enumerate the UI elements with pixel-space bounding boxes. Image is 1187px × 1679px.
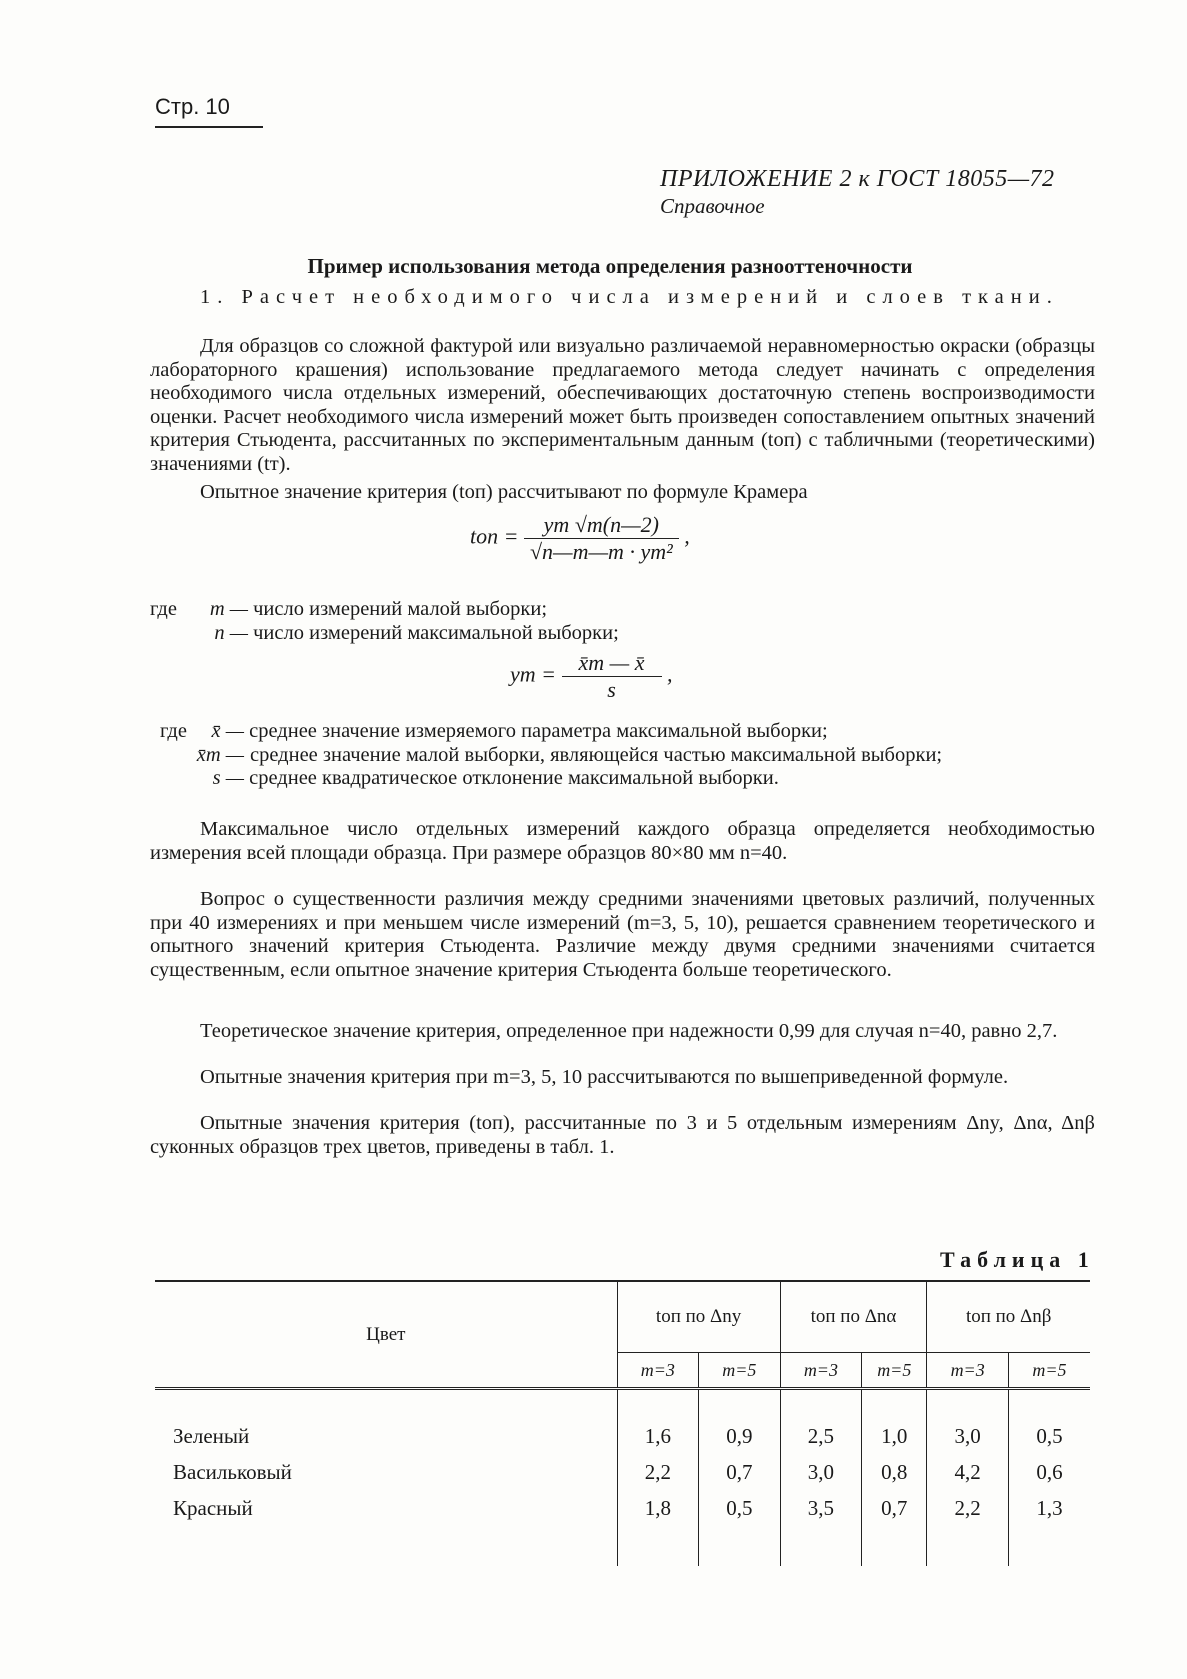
appendix-label: ПРИЛОЖЕНИЕ 2 к ГОСТ 18055—72: [660, 166, 1055, 192]
paragraph-5: Теоретическое значение критерия, определенное при надежности 0,99 для случая n=40, равно 2,7.: [200, 1020, 1058, 1042]
page-number-rule: [155, 126, 263, 128]
formula1-tail: ,: [684, 523, 690, 549]
definitions-1: [150, 598, 619, 645]
paragraph-7: Опытные значения критерия (tоп), рассчитанные по 3 и 5 отдельным измерениям Δny, Δnα, Δnβ суконных образцов трех цветов, приведены в табл. 1.: [150, 1112, 1095, 1158]
formula2-tail: ,: [667, 661, 673, 687]
table-cell: 1,6: [617, 1389, 699, 1455]
table-cell: 0,7: [699, 1454, 781, 1490]
table-cell: 3,0: [927, 1389, 1009, 1455]
section-heading: 1. Расчет необходимого числа измерений и слоев ткани.: [200, 286, 1059, 308]
paragraph-2: Опытное значение критерия (tоп) рассчитывают по формуле Крамера: [200, 481, 808, 503]
table-cell: 1,8: [617, 1490, 699, 1566]
definition-item: s — среднее квадратическое отклонение максимальной выборки.: [212, 767, 779, 789]
formula2-lhs: ym =: [510, 661, 556, 687]
formula1-fraction: [524, 512, 679, 565]
formula1-numerator: ym √m(n—2): [524, 512, 679, 539]
table-cell: 0,5: [699, 1490, 781, 1566]
column-header-color: Цвет: [155, 1281, 617, 1389]
definitions-2: [160, 720, 1095, 791]
formula-kramer: [470, 512, 690, 565]
definition-item: где m — число измерений малой выборки;: [150, 598, 548, 620]
column-subheader: m=5: [699, 1353, 781, 1389]
formula2-denominator: s: [607, 677, 616, 702]
table-cell: 2,5: [780, 1389, 862, 1455]
table-cell: 3,5: [780, 1490, 862, 1566]
row-color-name: Васильковый: [173, 1459, 292, 1484]
table-cell: 0,9: [699, 1389, 781, 1455]
table-cell: 3,0: [780, 1454, 862, 1490]
column-subheader: m=5: [1008, 1353, 1090, 1389]
formula2-numerator: x̄m — x̄: [562, 650, 662, 677]
results-table: [155, 1280, 1090, 1566]
table-cell: 0,8: [862, 1454, 927, 1490]
table-row: [155, 1454, 1090, 1490]
table-caption: Таблица 1: [940, 1247, 1095, 1272]
table-cell: 0,6: [1008, 1454, 1090, 1490]
appendix-type: Справочное: [660, 194, 765, 218]
table-cell: 1,0: [862, 1389, 927, 1455]
table-row: [155, 1490, 1090, 1566]
table-cell: 0,5: [1008, 1389, 1090, 1455]
column-header-group: tоп по Δnα: [780, 1281, 927, 1353]
formula-ym: [510, 650, 673, 703]
table-cell: 2,2: [617, 1454, 699, 1490]
page-title: Пример использования метода определения разнооттеночности: [307, 254, 913, 278]
definition-item: n — число измерений максимальной выборки;: [214, 621, 619, 644]
paragraph-6: Опытные значения критерия при m=3, 5, 10 рассчитываются по вышеприведенной формуле.: [200, 1066, 1009, 1088]
formula1-denominator: √n—m—m · ym²: [529, 539, 673, 564]
column-subheader: m=3: [617, 1353, 699, 1389]
definition-item: где x̄ — среднее значение измеряемого параметра максимальной выборки;: [160, 720, 828, 742]
table-cell: 4,2: [927, 1454, 1009, 1490]
definition-item: x̄m — среднее значение малой выборки, являющейся частью максимальной выборки;: [196, 743, 943, 766]
paragraph-1: Для образцов со сложной фактурой или визуально различаемой неравномерностью окраски (образцы лабораторного крашения) использование предлагаемого метода следует начинать с определения необходимого числа отдельных измерений, обеспечивающих достаточную степень воспроизводимости оценки. Расчет необходимого числа измерений может быть произведен сопоставлением опытных значений критерия Стьюдента, рассчитанных по экспериментальным данным (tоп) с табличными (теоретическими) значениями (tт).: [150, 335, 1095, 475]
column-subheader: m=3: [927, 1353, 1009, 1389]
table-cell: 0,7: [862, 1490, 927, 1566]
column-header-group: tоп по Δnβ: [927, 1281, 1090, 1353]
table-row: [155, 1389, 1090, 1455]
table-cell: 2,2: [927, 1490, 1009, 1566]
page-number: Стр. 10: [155, 94, 230, 119]
paragraph-4: Вопрос о существенности различия между средними значениями цветовых различий, полученных при 40 измерениях и при меньшем числе измерений (m=3, 5, 10), решается сравнением теоретического и опытного значений критерия Стьюдента. Различие между двумя средними значениями считается существенным, если опытное значение критерия Стьюдента больше теоретического.: [150, 888, 1095, 981]
table-cell: 1,3: [1008, 1490, 1090, 1566]
row-color-name: Зеленый: [173, 1423, 250, 1448]
formula1-lhs: tоп =: [470, 523, 519, 549]
column-subheader: m=3: [780, 1353, 862, 1389]
row-color-name: Красный: [173, 1495, 253, 1520]
paragraph-3: Максимальное число отдельных измерений каждого образца определяется необходимостью измерения всей площади образца. При размере образцов 80×80 мм n=40.: [150, 818, 1095, 864]
column-header-group: tоп по Δny: [617, 1281, 780, 1353]
formula2-fraction: [562, 650, 662, 703]
column-subheader: m=5: [862, 1353, 927, 1389]
